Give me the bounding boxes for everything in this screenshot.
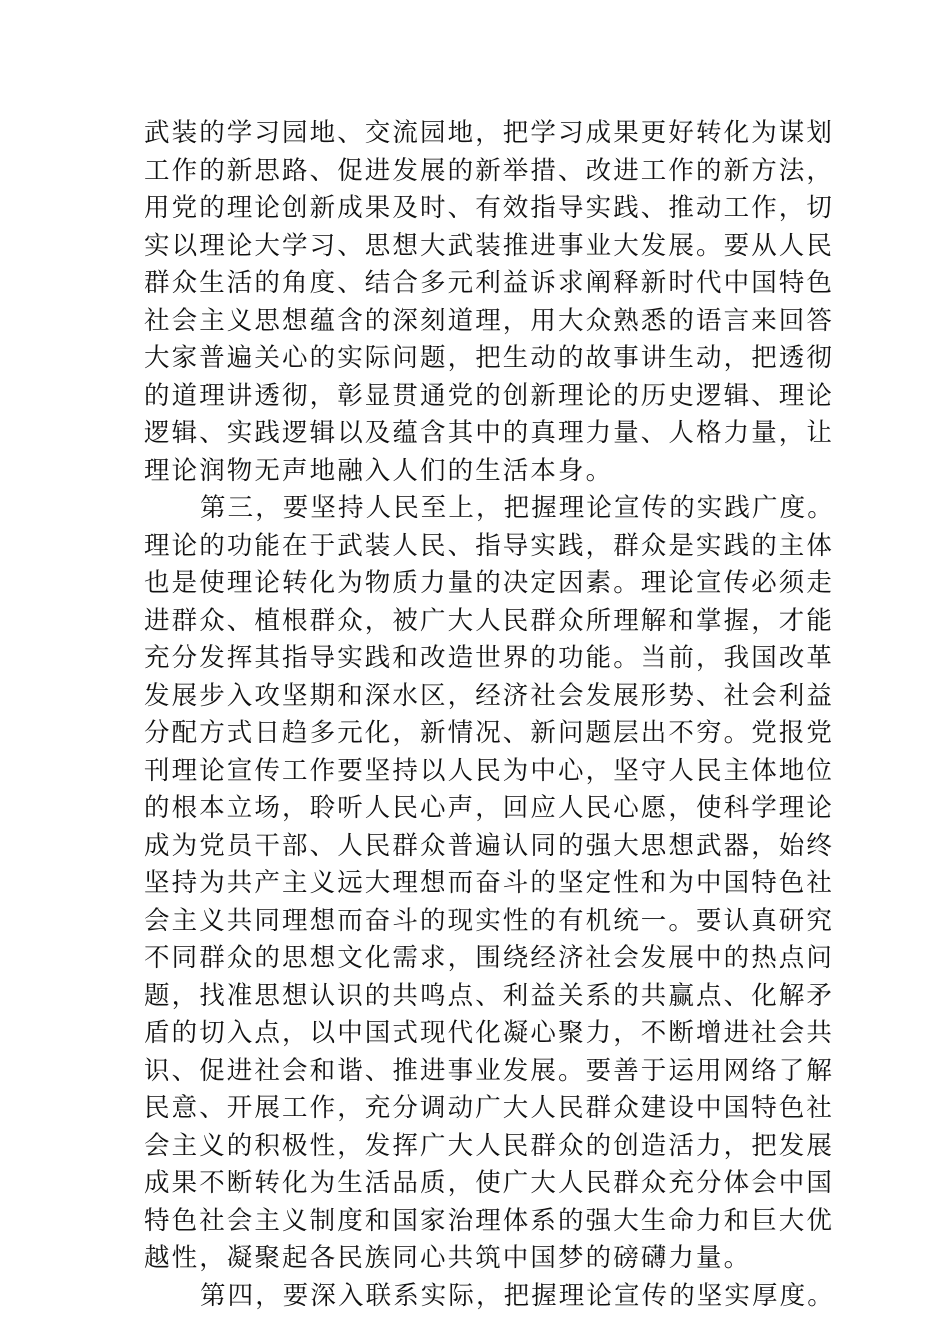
text-line: 盾的切入点，以中国式现代化凝心聚力，不断增进社会共 (144, 1018, 835, 1048)
text-line: 坚持为共产主义远大理想而奋斗的坚定性和为中国特色社 (144, 868, 835, 898)
text-line: 越性，凝聚起各民族同心共筑中国梦的磅礴力量。 (144, 1243, 752, 1273)
text-line: 分配方式日趋多元化，新情况、新问题层出不穷。党报党 (144, 718, 835, 748)
text-line: 刊理论宣传工作要坚持以人民为中心，坚守人民主体地位 (144, 755, 835, 786)
text-line: 题，找准思想认识的共鸣点、利益关系的共赢点、化解矛 (144, 980, 835, 1011)
text-line: 武装的学习园地、交流园地，把学习成果更好转化为谋划 (144, 118, 835, 148)
text-line: 工作的新思路、促进发展的新举措、改进工作的新方法， (144, 155, 835, 186)
text-line: 成果不断转化为生活品质，使广大人民群众充分体会中国 (144, 1168, 835, 1198)
body-text (144, 115, 835, 1315)
text-line: 理论润物无声地融入人们的生活本身。 (144, 455, 614, 486)
text-line: 实以理论大学习、思想大武装推进事业大发展。要从人民 (144, 230, 835, 261)
text-line: 的道理讲透彻，彰显贯通党的创新理论的历史逻辑、理论 (144, 380, 835, 411)
text-line: 民意、开展工作，充分调动广大人民群众建设中国特色社 (144, 1093, 835, 1123)
text-line: 社会主义思想蕴含的深刻道理，用大众熟悉的语言来回答 (144, 305, 835, 336)
text-line: 会主义的积极性，发挥广大人民群众的创造活力，把发展 (144, 1130, 835, 1161)
text-line: 成为党员干部、人民群众普遍认同的强大思想武器，始终 (144, 830, 835, 861)
paragraph-heading: 第四，要深入联系实际，把握理论宣传的坚实厚度。 (200, 1280, 835, 1311)
text-line: 充分发挥其指导实践和改造世界的功能。当前，我国改革 (144, 643, 835, 673)
text-line: 大家普遍关心的实际问题，把生动的故事讲生动，把透彻 (144, 343, 835, 373)
text-line: 特色社会主义制度和国家治理体系的强大生命力和巨大优 (144, 1205, 835, 1236)
text-line: 会主义共同理想而奋斗的现实性的有机统一。要认真研究 (144, 905, 835, 936)
paragraph-heading: 第三，要坚持人民至上，把握理论宣传的实践广度。 (200, 493, 835, 523)
text-line: 的根本立场，聆听人民心声，回应人民心愿，使科学理论 (144, 793, 835, 823)
text-line: 发展步入攻坚期和深水区，经济社会发展形势、社会利益 (144, 680, 835, 711)
text-line: 逻辑、实践逻辑以及蕴含其中的真理力量、人格力量，让 (144, 418, 835, 448)
text-line: 群众生活的角度、结合多元利益诉求阐释新时代中国特色 (144, 268, 835, 298)
text-line: 理论的功能在于武装人民、指导实践，群众是实践的主体 (144, 530, 835, 561)
text-line: 也是使理论转化为物质力量的决定因素。理论宣传必须走 (144, 568, 835, 598)
text-line: 识、促进社会和谐、推进事业发展。要善于运用网络了解 (144, 1055, 835, 1086)
text-line: 用党的理论创新成果及时、有效指导实践、推动工作，切 (144, 193, 835, 223)
text-line: 不同群众的思想文化需求，围绕经济社会发展中的热点问 (144, 943, 835, 973)
text-line: 进群众、植根群众，被广大人民群众所理解和掌握，才能 (144, 605, 835, 636)
